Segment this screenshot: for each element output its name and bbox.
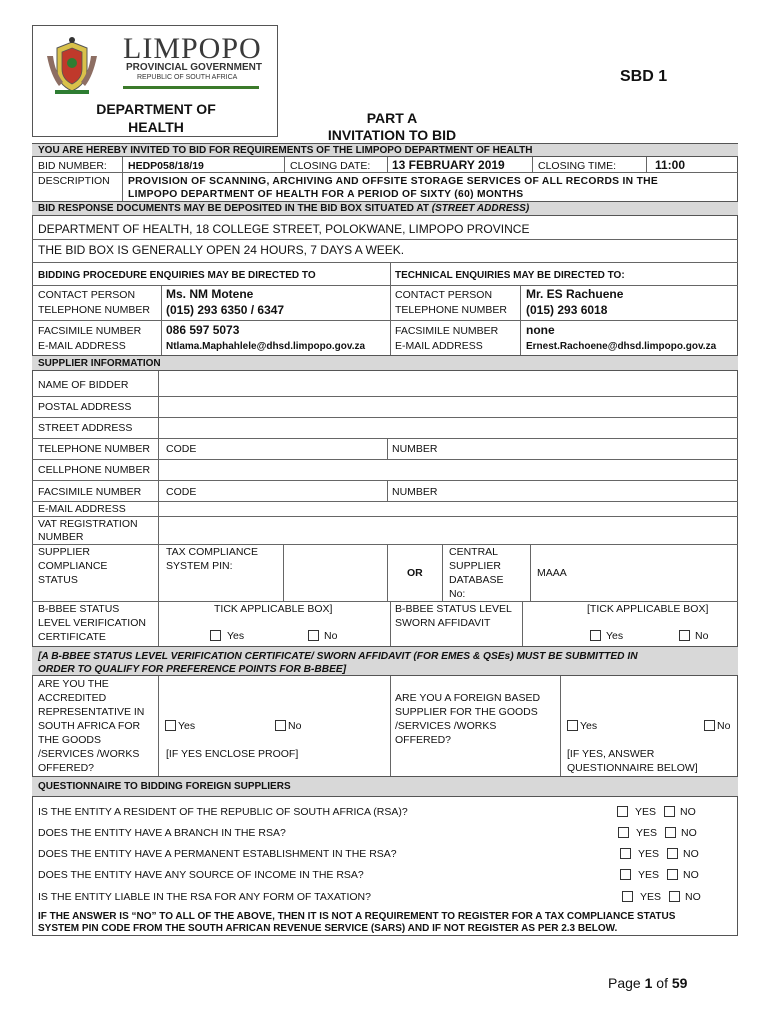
department-name: DEPARTMENT OF HEALTH [96,101,216,135]
bid-box-address: DEPARTMENT OF HEALTH, 18 COLLEGE STREET, POLOKWANE, LIMPOPO PROVINCE [38,222,530,236]
tax-pin-label-2: SYSTEM PIN: [166,560,233,572]
rep-no-label: No [288,720,302,732]
affidavit-no-checkbox[interactable] [679,630,690,641]
foreign-yes-checkbox[interactable] [567,720,578,731]
coat-of-arms-icon [41,36,103,96]
bidding-telephone-label: TELEPHONE NUMBER [38,304,151,316]
tech-fax-label: FACSIMILE NUMBER [395,325,499,337]
closing-date-label: CLOSING DATE: [290,160,371,172]
q1-yes-label: YES [635,806,657,818]
q1-yes-checkbox[interactable] [617,806,628,817]
bid-number: HEDP058/18/19 [128,160,204,172]
rep-label-5: THE GOODS [38,734,102,746]
bbbee-cert-yes-label: Yes [227,630,245,642]
invite-text: YOU ARE HEREBY INVITED TO BID FOR REQUIREMENTS OF THE LIMPOPO DEPARTMENT OF HEALTH [38,145,533,156]
q5-yes-checkbox[interactable] [622,891,633,902]
foreign-no-checkbox[interactable] [704,720,715,731]
closing-time-label: CLOSING TIME: [538,160,616,172]
bbbee-cert-no-checkbox[interactable] [308,630,319,641]
foreign-label-3: /SERVICES /WORKS [395,720,497,732]
form-code: SBD 1 [620,68,668,85]
rep-label-1: ARE YOU THE [38,678,109,690]
tech-email: Ernest.Rachoene@dhsd.limpopo.gov.za [526,341,717,352]
compliance-label-2: COMPLIANCE [38,560,108,572]
foreign-label-4: OFFERED? [395,734,452,746]
logo-divider [123,86,259,89]
bbbee-label-2: LEVEL VERIFICATION [38,617,146,629]
rep-yes-checkbox[interactable] [165,720,176,731]
vat-label-2: NUMBER [38,531,84,543]
q2-yes-checkbox[interactable] [618,827,629,838]
description-line-2: LIMPOPO DEPARTMENT OF HEALTH FOR A PERIOD OF SIXTY (60) MONTHS [128,189,524,200]
affidavit-label-2: SWORN AFFIDAVIT [395,617,491,629]
bidding-phone: (015) 293 6350 / 6347 [166,303,285,317]
question-establishment: DOES THE ENTITY HAVE A PERMANENT ESTABLISHMENT IN THE RSA? [38,848,397,860]
cellphone-number-label: CELLPHONE NUMBER [38,464,151,476]
q2-yes-label: YES [636,827,658,839]
bbbee-note-2: ORDER TO QUALIFY FOR PREFERENCE POINTS FOR B-BBEE] [38,664,347,675]
q3-yes-checkbox[interactable] [620,848,631,859]
telephone-number-label: TELEPHONE NUMBER [38,443,151,455]
bidding-email-label: E-MAIL ADDRESS [38,340,126,352]
or-label: OR [407,567,423,579]
logo-subtitle: PROVINCIAL GOVERNMENT [126,62,262,73]
question-taxation: IS THE ENTITY LIABLE IN THE RSA FOR ANY FORM OF TAXATION? [38,891,371,903]
q4-no-label: NO [683,869,699,881]
description-label: DESCRIPTION [38,175,110,187]
rep-label-7: OFFERED? [38,762,95,774]
enclose-proof: [IF YES ENCLOSE PROOF] [166,748,299,760]
affidavit-no-label: No [695,630,709,642]
questionnaire-heading: QUESTIONNAIRE TO BIDDING FOREIGN SUPPLIERS [38,781,291,792]
rep-yes-label: Yes [178,720,196,732]
part-title: PART A INVITATION TO BID [327,110,457,143]
telephone-code-label: CODE [166,443,197,455]
tick-applicable-2: [TICK APPLICABLE BOX] [587,603,709,615]
bidding-fax: 086 597 5073 [166,323,240,337]
q5-no-checkbox[interactable] [669,891,680,902]
foreign-yes-label: Yes [580,720,598,732]
bidding-email: Ntlama.Maphahlele@dhsd.limpopo.gov.za [166,341,366,352]
affidavit-label-1: B-BBEE STATUS LEVEL [395,603,512,615]
closing-time: 11:00 [655,158,686,172]
csd-label-4: No: [449,588,466,600]
foreign-label-1: ARE YOU A FOREIGN BASED [395,692,541,704]
q2-no-label: NO [681,827,697,839]
q2-no-checkbox[interactable] [665,827,676,838]
tick-applicable-1: TICK APPLICABLE BOX] [214,603,333,615]
supplier-heading: SUPPLIER INFORMATION [38,358,161,369]
foreign-no-label: No [717,720,731,732]
tech-telephone-label: TELEPHONE NUMBER [395,304,508,316]
tech-fax: none [526,323,555,337]
questionnaire-footer-2: SYSTEM PIN CODE FROM THE SOUTH AFRICAN REVENUE SERVICE (SARS) AND IF NOT REGISTER AS PER 2.3 BELOW. [38,923,618,934]
answer-label-1: [IF YES, ANSWER [567,748,655,760]
csd-label-1: CENTRAL [449,546,499,558]
q4-yes-label: YES [638,869,660,881]
name-of-bidder-label: NAME OF BIDDER [38,379,129,391]
bbbee-note-1: [A B-BBEE STATUS LEVEL VERIFICATION CERTIFICATE/ SWORN AFFIDAVIT (FOR EMES & QSEs) MUST BE SUBMITTED IN [38,651,638,662]
rep-label-3: REPRESENTATIVE IN [38,706,145,718]
bid-number-label: BID NUMBER: [38,160,107,172]
q4-yes-checkbox[interactable] [620,869,631,880]
email-address-label: E-MAIL ADDRESS [38,503,126,515]
street-address-label: STREET ADDRESS [38,422,133,434]
vat-label-1: VAT REGISTRATION [38,518,138,530]
bidding-fax-label: FACSIMILE NUMBER [38,325,142,337]
q3-no-checkbox[interactable] [667,848,678,859]
csd-label-3: DATABASE [449,574,504,586]
q1-no-checkbox[interactable] [664,806,675,817]
postal-address-label: POSTAL ADDRESS [38,401,132,413]
logo-box [32,25,278,137]
rep-label-2: ACCREDITED [38,692,107,704]
question-branch: DOES THE ENTITY HAVE A BRANCH IN THE RSA? [38,827,286,839]
bbbee-label-1: B-BBEE STATUS [38,603,120,615]
telephone-number-sub-label: NUMBER [392,443,438,455]
tech-contact-label: CONTACT PERSON [395,289,493,301]
affidavit-yes-checkbox[interactable] [590,630,601,641]
q5-yes-label: YES [640,891,662,903]
bidding-enquiries-heading: BIDDING PROCEDURE ENQUIRIES MAY BE DIRECTED TO [38,270,316,281]
logo-title: LIMPOPO [123,32,262,65]
description-line-1: PROVISION OF SCANNING, ARCHIVING AND OFFSITE STORAGE SERVICES OF ALL RECORDS IN THE [128,176,659,187]
foreign-label-2: SUPPLIER FOR THE GOODS [395,706,538,718]
q4-no-checkbox[interactable] [667,869,678,880]
tech-contact: Mr. ES Rachuene [526,287,624,301]
bid-box-hours: THE BID BOX IS GENERALLY OPEN 24 HOURS, 7 DAYS A WEEK. [38,243,405,257]
technical-enquiries-heading: TECHNICAL ENQUIRIES MAY BE DIRECTED TO: [395,270,625,281]
rep-label-6: /SERVICES /WORKS [38,748,140,760]
tech-phone: (015) 293 6018 [526,303,608,317]
tech-email-label: E-MAIL ADDRESS [395,340,483,352]
answer-label-2: QUESTIONNAIRE BELOW] [567,762,698,774]
affidavit-yes-label: Yes [606,630,624,642]
deposit-heading: BID RESPONSE DOCUMENTS MAY BE DEPOSITED IN THE BID BOX SITUATED AT (STREET ADDRESS) [38,203,530,214]
logo-country: REPUBLIC OF SOUTH AFRICA [137,74,238,81]
q3-no-label: NO [683,848,699,860]
questionnaire-footer-1: IF THE ANSWER IS “NO” TO ALL OF THE ABOVE, THEN IT IS NOT A REQUIREMENT TO REGISTER FOR A TAX COMPLIANCE STATUS [38,911,676,922]
fax-code-label: CODE [166,486,197,498]
maaa-prefix: MAAA [537,567,567,579]
rep-label-4: SOUTH AFRICA FOR [38,720,141,732]
fax-number-sub-label: NUMBER [392,486,438,498]
bbbee-cert-no-label: No [324,630,338,642]
tax-pin-label-1: TAX COMPLIANCE [166,546,258,558]
bbbee-cert-yes-checkbox[interactable] [210,630,221,641]
q3-yes-label: YES [638,848,660,860]
question-income: DOES THE ENTITY HAVE ANY SOURCE OF INCOME IN THE RSA? [38,869,364,881]
q1-no-label: NO [680,806,696,818]
bbbee-label-3: CERTIFICATE [38,631,106,643]
question-resident: IS THE ENTITY A RESIDENT OF THE REPUBLIC OF SOUTH AFRICA (RSA)? [38,806,408,818]
bidding-contact-label: CONTACT PERSON [38,289,136,301]
bidding-contact: Ms. NM Motene [166,287,254,301]
page-number: Page 1 of 59 [608,975,688,991]
compliance-label-3: STATUS [38,574,78,586]
q5-no-label: NO [685,891,701,903]
csd-label-2: SUPPLIER [449,560,501,572]
rep-no-checkbox[interactable] [275,720,286,731]
closing-date: 13 FEBRUARY 2019 [392,158,505,172]
compliance-label-1: SUPPLIER [38,546,90,558]
facsimile-number-label: FACSIMILE NUMBER [38,486,142,498]
